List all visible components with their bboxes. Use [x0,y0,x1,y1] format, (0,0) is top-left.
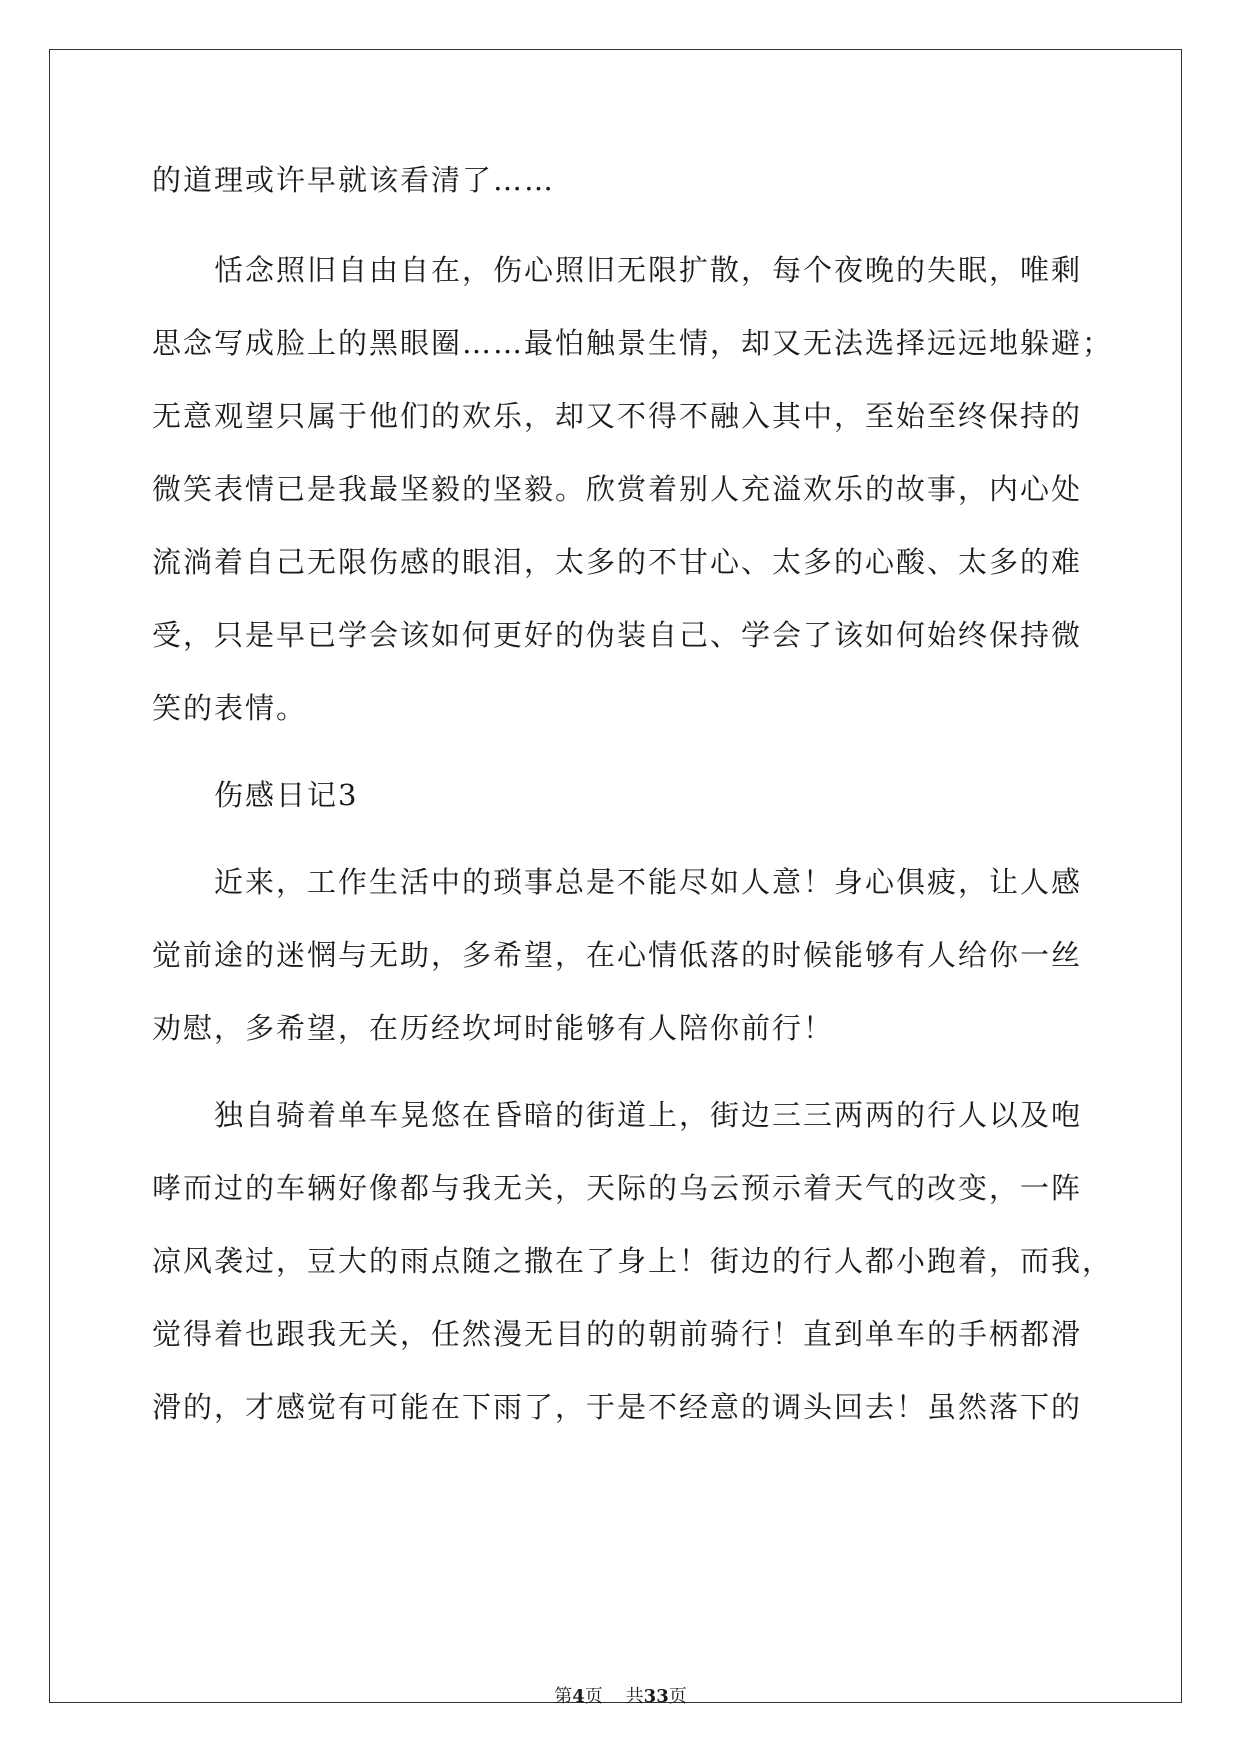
page-number: 4 [572,1686,585,1707]
text-line-3: 思念写成脸上的黑眼圈……最怕触景生情，却又无法选择远远地躲避； [152,326,1114,360]
total-suffix: 页 [668,1686,687,1707]
text-line-4: 无意观望只属于他们的欢乐，却又不得不融入其中，至始至终保持的 [152,399,1083,433]
page-suffix: 页 [584,1686,603,1707]
text-line-14: 哮而过的车辆好像都与我无关，天际的乌云预示着天气的改变，一阵 [152,1171,1083,1205]
text-line-7: 受，只是早已学会该如何更好的伪装自己、学会了该如何始终保持微 [152,618,1083,652]
text-line-17: 滑的，才感觉有可能在下雨了，于是不经意的调头回去！虽然落下的 [152,1390,1083,1424]
page-prefix: 第 [554,1686,573,1707]
section-heading: 伤感日记3 [152,778,359,812]
text-line-12: 劝慰，多希望，在历经坎坷时能够有人陪你前行！ [152,1011,835,1045]
text-line-15: 凉风袭过，豆大的雨点随之撒在了身上！街边的行人都小跑着，而我， [152,1244,1114,1278]
total-prefix: 共 [625,1686,644,1707]
text-line-16: 觉得着也跟我无关，任然漫无目的的朝前骑行！直到单车的手柄都滑 [152,1317,1083,1351]
text-line-6: 流淌着自己无限伤感的眼泪，太多的不甘心、太多的心酸、太多的难 [152,545,1083,579]
text-line-11: 觉前途的迷惘与无助，多希望，在心情低落的时候能够有人给你一丝 [152,938,1083,972]
total-pages: 33 [643,1686,669,1707]
text-line-8: 笑的表情。 [152,691,308,725]
text-line-1: 的道理或许早就该看清了…… [152,163,556,197]
text-line-13: 独自骑着单车晃悠在昏暗的街道上，街边三三两两的行人以及咆 [152,1098,1083,1132]
text-line-10: 近来，工作生活中的琐事总是不能尽如人意！身心俱疲，让人感 [152,865,1083,899]
page-footer [0,1685,1241,1709]
text-line-5: 微笑表情已是我最坚毅的坚毅。欣赏着别人充溢欢乐的故事，内心处 [152,472,1083,506]
text-line-2: 恬念照旧自由自在，伤心照旧无限扩散，每个夜晚的失眠，唯剩 [152,253,1083,287]
